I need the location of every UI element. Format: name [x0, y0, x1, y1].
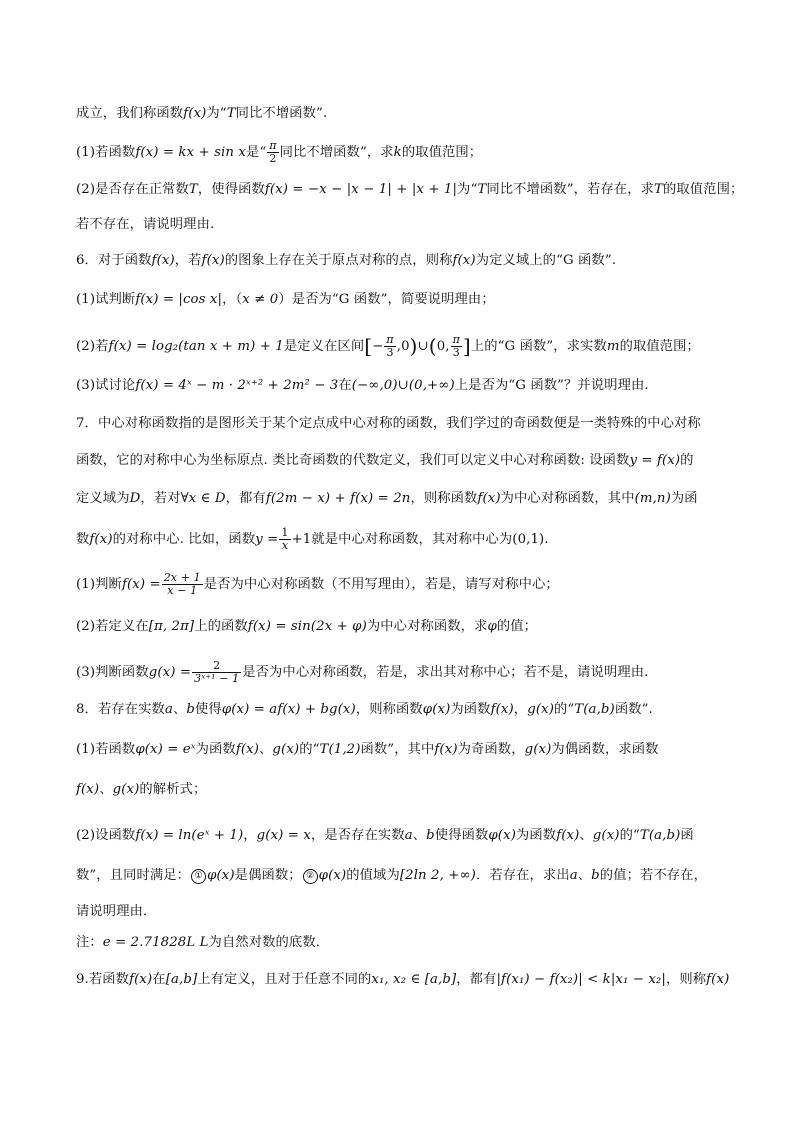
question-7-stem-3: 定义域为D，若对∀x ∈ D，都有f(2m − x) + f(x) = 2n，则称函数f(x)为中心对称函数，其中(m,n)为函 — [76, 491, 698, 506]
question-8-part-1-cont: f(x)、g(x)的解析式； — [76, 782, 207, 797]
pi-over-3-fraction: $\frac{\pi}{3}$ — [386, 333, 394, 359]
question-8-stem: 8．若存在实数a、b使得φ(x) = af(x) + bg(x)，则称函数φ(x)为函数f(x)，g(x)的“T(a,b)函数”. — [76, 702, 653, 717]
question-9-stem: 9.若函数f(x)在[a,b]上有定义，且对于任意不同的x₁, x₂ ∈ [a,b]，都有|f(x₁) − f(x₂)| < k|x₁ − x₂|，则称f(x) — [76, 972, 730, 987]
question-5-part-2-cont: 若不存在，请说明理由. — [76, 217, 215, 232]
question-7-part-1: (1)判断f(x) = $\frac{2x + 1}{x - 1}$ 是否为中心对称函数（不用写理由），若是，请写对称中心； — [76, 571, 559, 597]
question-8-part-2-cont: 数”，且同时满足： ① φ(x)是偶函数； ② φ(x)的值域为[2ln 2, +∞)．若存在，求出a、b的值；若不存在， — [76, 868, 707, 883]
question-5-part-1: (1)若函数f(x) = kx + sin x是“ $\frac{\pi}{2}$ 同比不增函数”，求k的取值范围； — [76, 139, 483, 165]
circled-two: ② — [303, 869, 318, 884]
question-7-part-3: (3)判断函数g(x) = $\frac{2}{\text{3ˣ⁺¹ − 1}}$ 是否为中心对称函数，若是，求出其对称中心；若不是，请说明理由. — [76, 659, 649, 685]
question-6-stem: 6．对于函数f(x)，若f(x)的图象上存在关于原点对称的点，则称f(x)为定义域上的“G 函数”. — [76, 253, 617, 268]
question-5-part-2: (2)是否存在正常数T，使得函数f(x) = −x − |x − 1| + |x + 1|为“T同比不增函数”，若存在，求T的取值范围； — [76, 182, 744, 197]
circled-one: ① — [191, 869, 206, 884]
rational-function-fraction: $\frac{2x + 1}{x - 1}$ — [163, 571, 201, 597]
line-1: 成立，我们称函数f(x)为“T同比不增函数”. — [76, 106, 328, 121]
question-7-stem-4: 数f(x)的对称中心. 比如，函数y = $\frac{1}{x}$ +1就是中心对称函数，其对称中心为(0,1). — [76, 526, 549, 552]
question-6-part-2: (2)若f(x) = log₂(tan x + m) + 1是定义在区间[− $\frac{\pi}{3}$ ,0)∪(0, $\frac{\pi}{3}$ ]上的“G 函数”，求实数m的取值范围； — [76, 333, 700, 359]
question-6-part-1: (1)试判断f(x) = |cos x|，（x ≠ 0）是否为“G 函数”，简要说明理由； — [76, 292, 495, 307]
question-8-part-2: (2)设函数f(x) = ln(eˣ + 1)，g(x) = x，是否存在实数a、b使得函数φ(x)为函数f(x)、g(x)的“T(a,b)函 — [76, 828, 694, 843]
question-6-part-3: (3)试讨论f(x) = 4ˣ − m · 2ˣ⁺² + 2m² − 3在(−∞,0)∪(0,+∞)上是否为“G 函数”？并说明理由. — [76, 378, 649, 393]
one-over-x-fraction: $\frac{1}{x}$ — [281, 526, 289, 552]
note-line: 注：e = 2.71828L L为自然对数的底数． — [76, 935, 330, 950]
question-8-part-1: (1)若函数φ(x) = eˣ为函数f(x)、g(x)的“T(1,2)函数”，其中f(x)为奇函数，g(x)为偶函数，求函数 — [76, 742, 659, 757]
question-8-part-2-end: 请说明理由． — [76, 904, 157, 919]
question-7-stem-1: 7．中心对称函数指的是图形关于某个定点成中心对称的函数，我们学过的奇函数便是一类特殊的中心对称 — [76, 416, 701, 431]
pi-over-3-fraction-2: $\frac{\pi}{3}$ — [452, 333, 460, 359]
question-7-stem-2: 函数，它的对称中心为坐标原点. 类比奇函数的代数定义，我们可以定义中心对称函数: 设函数y = f(x)的 — [76, 453, 694, 468]
question-7-part-2: (2)若定义在[π, 2π]上的函数f(x) = sin(2x + φ)为中心对称函数，求φ的值； — [76, 619, 538, 634]
exponential-fraction: $\frac{2}{\text{3ˣ⁺¹ − 1}}$ — [194, 659, 240, 685]
pi-over-2-fraction: $\frac{\pi}{2}$ — [269, 139, 277, 165]
